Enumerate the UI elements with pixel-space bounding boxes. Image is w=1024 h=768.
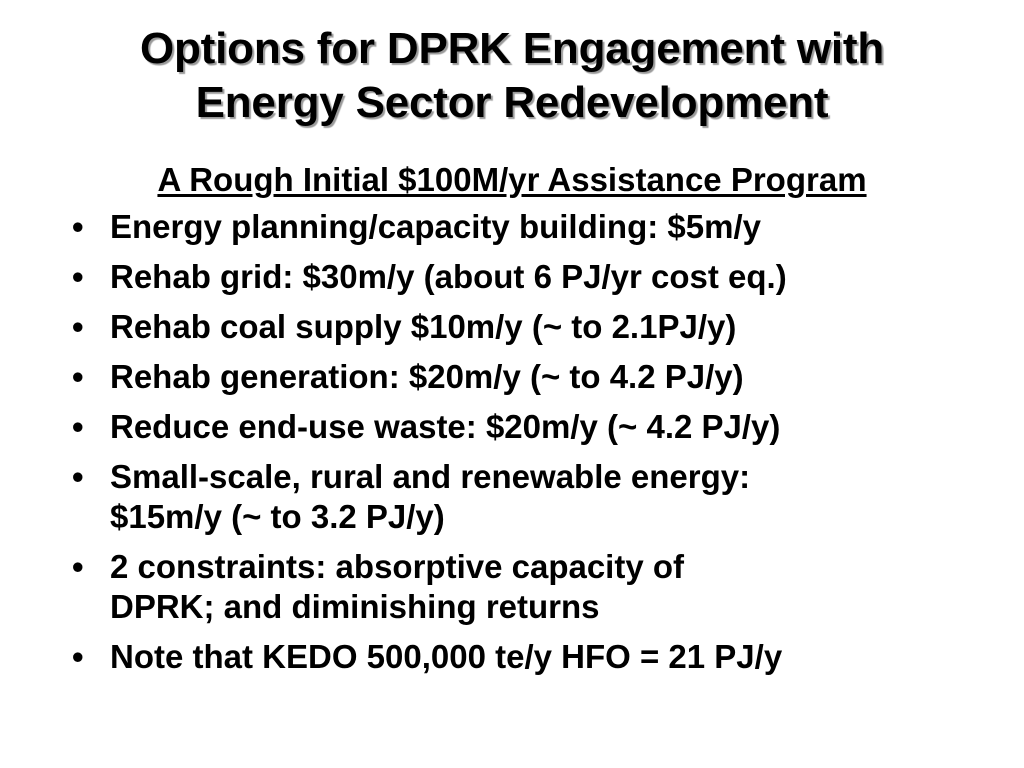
bullet-marker: •: [72, 638, 84, 675]
bullet-item: [68, 637, 968, 677]
bullet-text: [110, 307, 968, 347]
bullet-item: [68, 457, 968, 537]
bullet-item: [68, 547, 968, 627]
bullet-line: Rehab grid: $30m/y (about 6 PJ/yr cost eq.): [110, 258, 787, 295]
bullet-item: [68, 307, 968, 347]
bullet-text: [110, 547, 968, 627]
bullet-line: Reduce end-use waste: $20m/y (~ 4.2 PJ/y): [110, 408, 781, 445]
bullet-marker: •: [72, 358, 84, 395]
bullet-line: Note that KEDO 500,000 te/y HFO = 21 PJ/y: [110, 638, 783, 675]
bullet-line: DPRK; and diminishing returns: [110, 588, 600, 625]
bullet-item: [68, 257, 968, 297]
bullet-marker: •: [72, 408, 84, 445]
bullet-marker: •: [72, 458, 84, 495]
bullet-marker: •: [72, 208, 84, 245]
bullet-item: [68, 207, 968, 247]
bullet-text: [110, 207, 968, 247]
slide-subtitle: A Rough Initial $100M/yr Assistance Program: [157, 161, 867, 198]
bullet-line: Rehab coal supply $10m/y (~ to 2.1PJ/y): [110, 308, 737, 345]
bullet-text: [110, 457, 968, 537]
bullet-text: [110, 407, 968, 447]
slide-title-line-1: Options for DPRK Engagement with: [139, 24, 885, 73]
bullet-line: $15m/y (~ to 3.2 PJ/y): [110, 498, 445, 535]
bullet-line: Rehab generation: $20m/y (~ to 4.2 PJ/y): [110, 358, 744, 395]
bullet-text: [110, 637, 968, 677]
bullet-marker: •: [72, 548, 84, 585]
bullet-item: [68, 407, 968, 447]
bullet-item: [68, 357, 968, 397]
slide-title: [40, 22, 984, 130]
bullet-marker: •: [72, 258, 84, 295]
bullet-line: Energy planning/capacity building: $5m/y: [110, 208, 761, 245]
bullet-list: [68, 207, 968, 687]
bullet-line: 2 constraints: absorptive capacity of: [110, 548, 685, 585]
bullet-text: [110, 257, 968, 297]
bullet-line: Small-scale, rural and renewable energy:: [110, 458, 751, 495]
bullet-marker: •: [72, 308, 84, 345]
bullet-text: [110, 357, 968, 397]
slide-title-line-2: Energy Sector Redevelopment: [195, 78, 829, 127]
